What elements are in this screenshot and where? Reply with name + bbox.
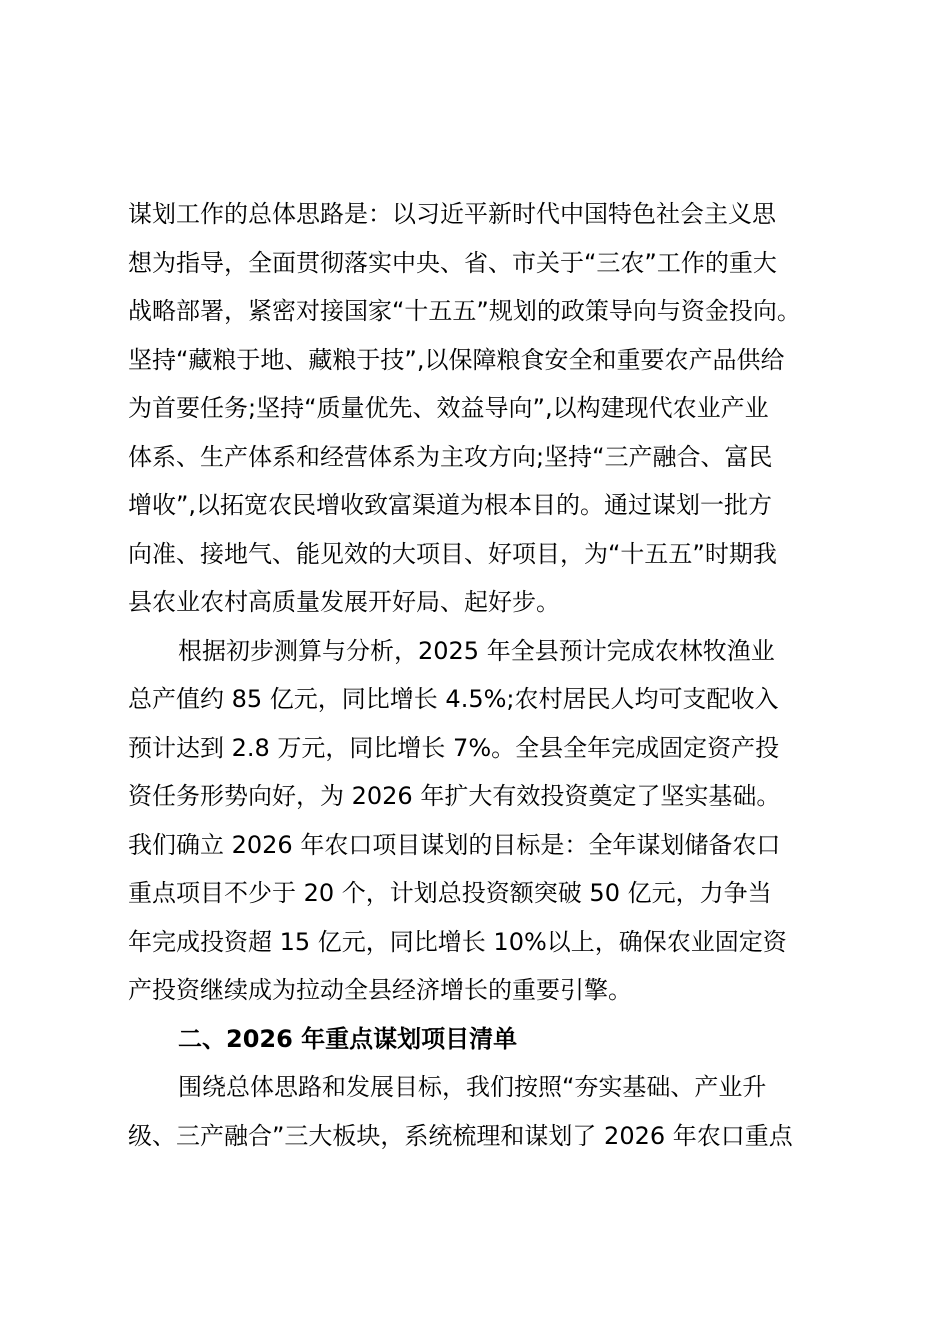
text-line: 根据初步测算与分析，2025 年全县预计完成农林牧渔业 <box>178 636 775 665</box>
text-line: 我们确立 2026 年农口项目谋划的目标是：全年谋划储备农口 <box>128 830 781 859</box>
paragraph-overall-approach <box>128 190 828 627</box>
paragraph-project-list-intro <box>128 1063 828 1160</box>
text-line: 级、三产融合”三大板块，系统梳理和谋划了 2026 年农口重点 <box>128 1121 793 1150</box>
text-line: 想为指导，全面贯彻落实中央、省、市关于“三农”工作的重大 <box>128 248 777 277</box>
text-line: 坚持“藏粮于地、藏粮于技”,以保障粮食安全和重要农产品供给 <box>128 345 785 374</box>
section-heading: 二、2026 年重点谋划项目清单 <box>178 1024 518 1053</box>
text-line: 重点项目不少于 20 个，计划总投资额突破 50 亿元，力争当 <box>128 879 772 907</box>
document-page <box>128 190 828 1160</box>
text-line: 体系、生产体系和经营体系为主攻方向;坚持“三产融合、富民 <box>128 442 773 471</box>
text-line: 为首要任务;坚持“质量优先、效益导向”,以构建现代农业产业 <box>128 394 769 422</box>
text-line: 产投资继续成为拉动全县经济增长的重要引擎。 <box>128 976 632 1004</box>
text-line: 围绕总体思路和发展目标，我们按照“夯实基础、产业升 <box>178 1073 767 1101</box>
text-line: 资任务形势向好，为 2026 年扩大有效投资奠定了坚实基础。 <box>128 782 781 810</box>
text-line: 年完成投资超 15 亿元，同比增长 10%以上，确保农业固定资 <box>128 927 787 956</box>
text-line: 向准、接地气、能见效的大项目、好项目，为“十五五”时期我 <box>128 539 777 568</box>
paragraph-targets <box>128 627 828 1015</box>
text-line: 增收”,以拓宽农民增收致富渠道为根本目的。通过谋划一批方 <box>128 491 773 519</box>
text-line: 县农业农村高质量发展开好局、起好步。 <box>128 588 560 616</box>
text-line: 总产值约 85 亿元，同比增长 4.5%;农村居民人均可支配收入 <box>128 685 779 713</box>
text-line: 谋划工作的总体思路是：以习近平新时代中国特色社会主义思 <box>128 200 776 228</box>
text-line: 预计达到 2.8 万元，同比增长 7%。全县全年完成固定资产投 <box>128 733 780 762</box>
text-line: 战略部署，紧密对接国家“十五五”规划的政策导向与资金投向。 <box>128 297 801 325</box>
